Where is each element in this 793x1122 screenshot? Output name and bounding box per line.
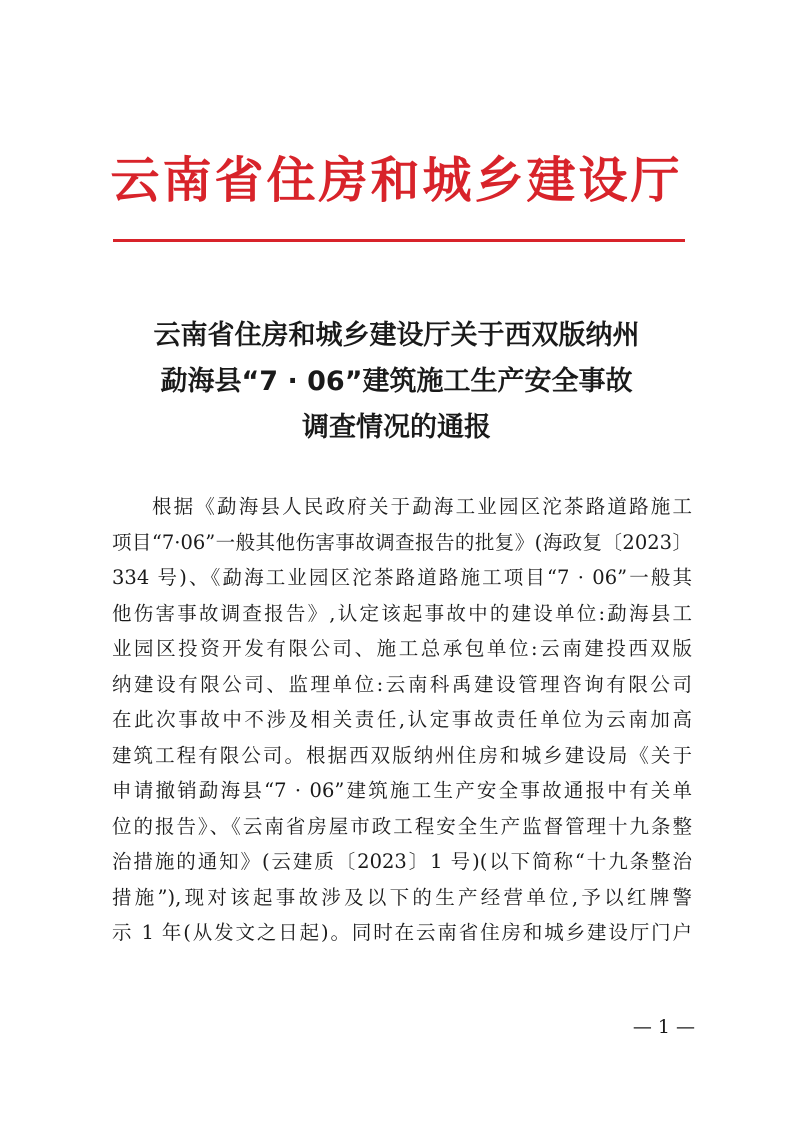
body-line: 示 1 年(从发文之日起)。同时在云南省住房和城乡建设厅门户 [112, 921, 692, 944]
body-line: 措施”),现对该起事故涉及以下的生产经营单位,予以红牌警 [112, 885, 692, 909]
body-line: 建筑工程有限公司。根据西双版纳州住房和城乡建设局《关于 [112, 743, 692, 767]
letterhead-red-rule [113, 239, 685, 242]
body-line: 申请撤销勐海县“7 · 06”建筑施工生产安全事故通报中有关单 [112, 779, 692, 802]
body-line: 项目“7·06”一般其他伤害事故调查报告的批复》(海政复〔2023〕 [112, 530, 692, 554]
body-line: 在此次事故中不涉及相关责任,认定事故责任单位为云南加高 [112, 708, 692, 731]
body-line: 纳建设有限公司、监理单位:云南科禹建设管理咨询有限公司 [112, 672, 692, 696]
title-line-3: 调查情况的通报 [302, 412, 491, 443]
body-line: 业园区投资开发有限公司、施工总承包单位:云南建投西双版 [112, 637, 692, 660]
document-title [0, 313, 793, 451]
body-line: 治措施的通知》(云建质〔2023〕1 号)(以下简称“十九条整治 [112, 850, 692, 873]
body-line: 位的报告》、《云南省房屋市政工程安全生产监督管理十九条整 [112, 814, 692, 838]
body-line: 根据《勐海县人民政府关于勐海工业园区沱茶路道路施工 [152, 495, 692, 518]
title-line-2: 勐海县“7 · 06”建筑施工生产安全事故 [160, 366, 633, 397]
letterhead-org-name: 云南省住房和城乡建设厅 [110, 151, 683, 209]
body-paragraph [112, 489, 692, 951]
body-line: 他伤害事故调查报告》,认定该起事故中的建设单位:勐海县工 [112, 601, 692, 625]
page-number: — 1 — [632, 1016, 695, 1038]
title-line-1: 云南省住房和城乡建设厅关于西双版纳州 [153, 320, 640, 351]
body-line: 334 号)、《勐海工业园区沱茶路道路施工项目“7 · 06”一般其 [112, 566, 692, 589]
